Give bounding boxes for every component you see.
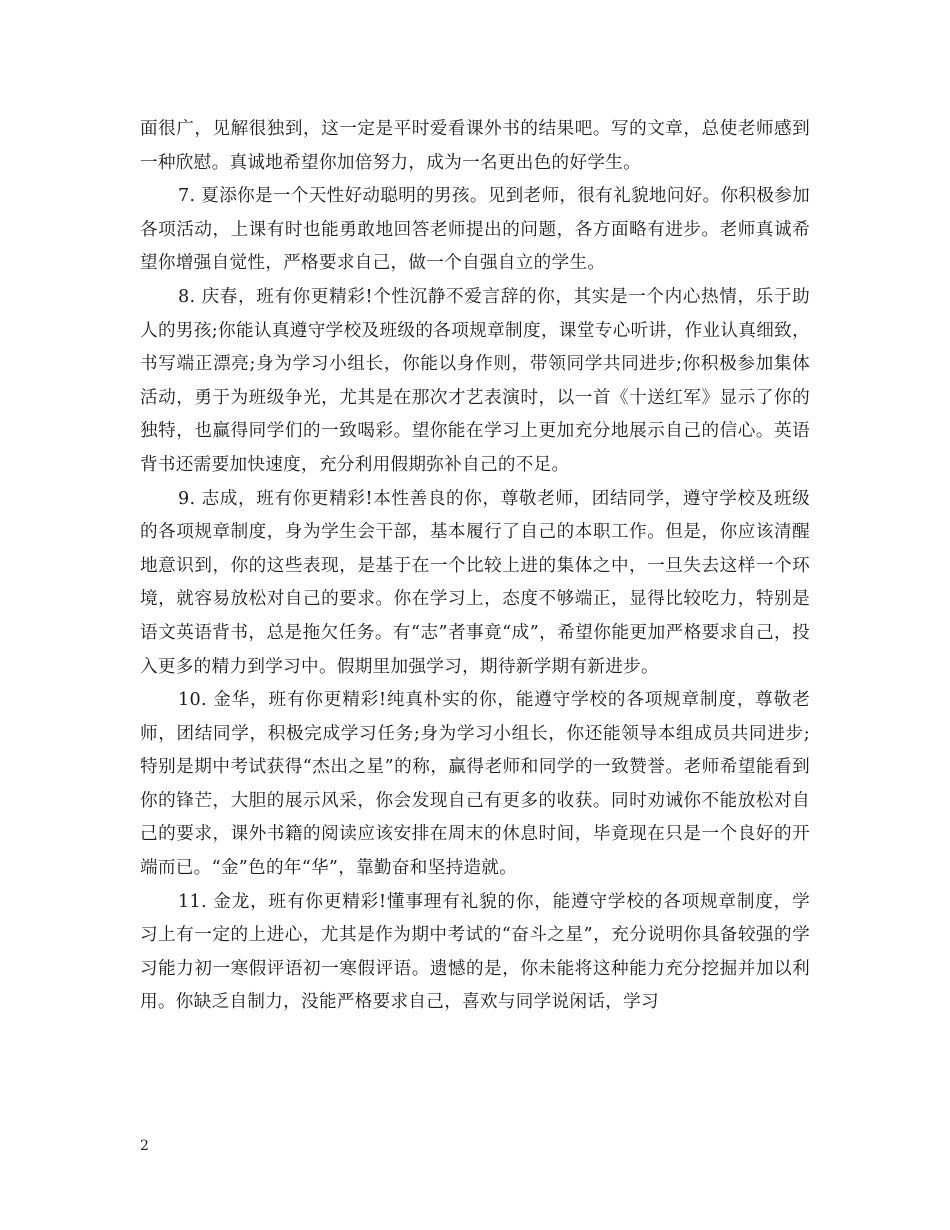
paragraph-comment-9: 9. 志成，班有你更精彩!本性善良的你，尊敬老师，团结同学，遵守学校及班级的各项规章制度，身为学生会干部，基本履行了自己的本职工作。但是，你应该清醒地意识到，你的这些表现，是基于在一个比较上进的集体之中，一旦失去这样一个环境，就容易放松对自己的要求。你在学习上，态度不够端正，显得比较吃力，特别是语文英语背书，总是拖欠任务。有“志”者事竟“成”，希望你能更加严格要求自己，投入更多的精力到学习中。假期里加强学习，期待新学期有新进步。 — [140, 488, 810, 677]
paragraph-comment-8: 8. 庆春，班有你更精彩!个性沉静不爱言辞的你，其实是一个内心热情，乐于助人的男孩;你能认真遵守学校及班级的各项规章制度，课堂专心听讲，作业认真细致，书写端正漂亮;身为学习小组长，你能以身作则，带领同学共同进步;你积极参加集体活动，勇于为班级争光，尤其是在那次才艺表演时，以一首《十送红军》显示了你的独特，也赢得同学们的一致喝彩。望你能在学习上更加充分地展示自己的信心。英语背书还需要加快速度，充分利用假期弥补自己的不足。 — [140, 286, 810, 475]
paragraph-continuation: 面很广，见解很独到，这一定是平时爱看课外书的结果吧。写的文章，总使老师感到一种欣慰。真诚地希望你加倍努力，成为一名更出色的好学生。 — [140, 119, 810, 173]
document-body — [140, 113, 810, 1020]
paragraph-comment-7: 7. 夏添你是一个天性好动聪明的男孩。见到老师，很有礼貌地问好。你积极参加各项活动，上课有时也能勇敢地回答老师提出的问题，各方面略有进步。老师真诚希望你增强自觉性，严格要求自己，做一个自强自立的学生。 — [140, 186, 810, 274]
paragraph-comment-11: 11. 金龙，班有你更精彩!懂事理有礼貌的你，能遵守学校的各项规章制度，学习上有一定的上进心，尤其是作为期中考试的“奋斗之星”，充分说明你具备较强的学习能力初一寒假评语初一寒假评语。遗憾的是，你未能将这种能力充分挖掘并加以利用。你缺乏自制力，没能严格要求自己，喜欢与同学说闲话，学习 — [140, 891, 810, 1013]
paragraph-comment-10: 10. 金华，班有你更精彩!纯真朴实的你，能遵守学校的各项规章制度，尊敬老师，团结同学，积极完成学习任务;身为学习小组长，你还能领导本组成员共同进步;特别是期中考试获得“杰出之星”的称，赢得老师和同学的一致赞誉。老师希望能看到你的锋芒，大胆的展示风采，你会发现自己有更多的收获。同时劝诫你不能放松对自己的要求，课外书籍的阅读应该安排在周末的休息时间，毕竟现在只是一个良好的开端而已。“金”色的年“华”，靠勤奋和坚持造就。 — [140, 690, 810, 879]
page-number: 2 — [140, 1138, 149, 1154]
